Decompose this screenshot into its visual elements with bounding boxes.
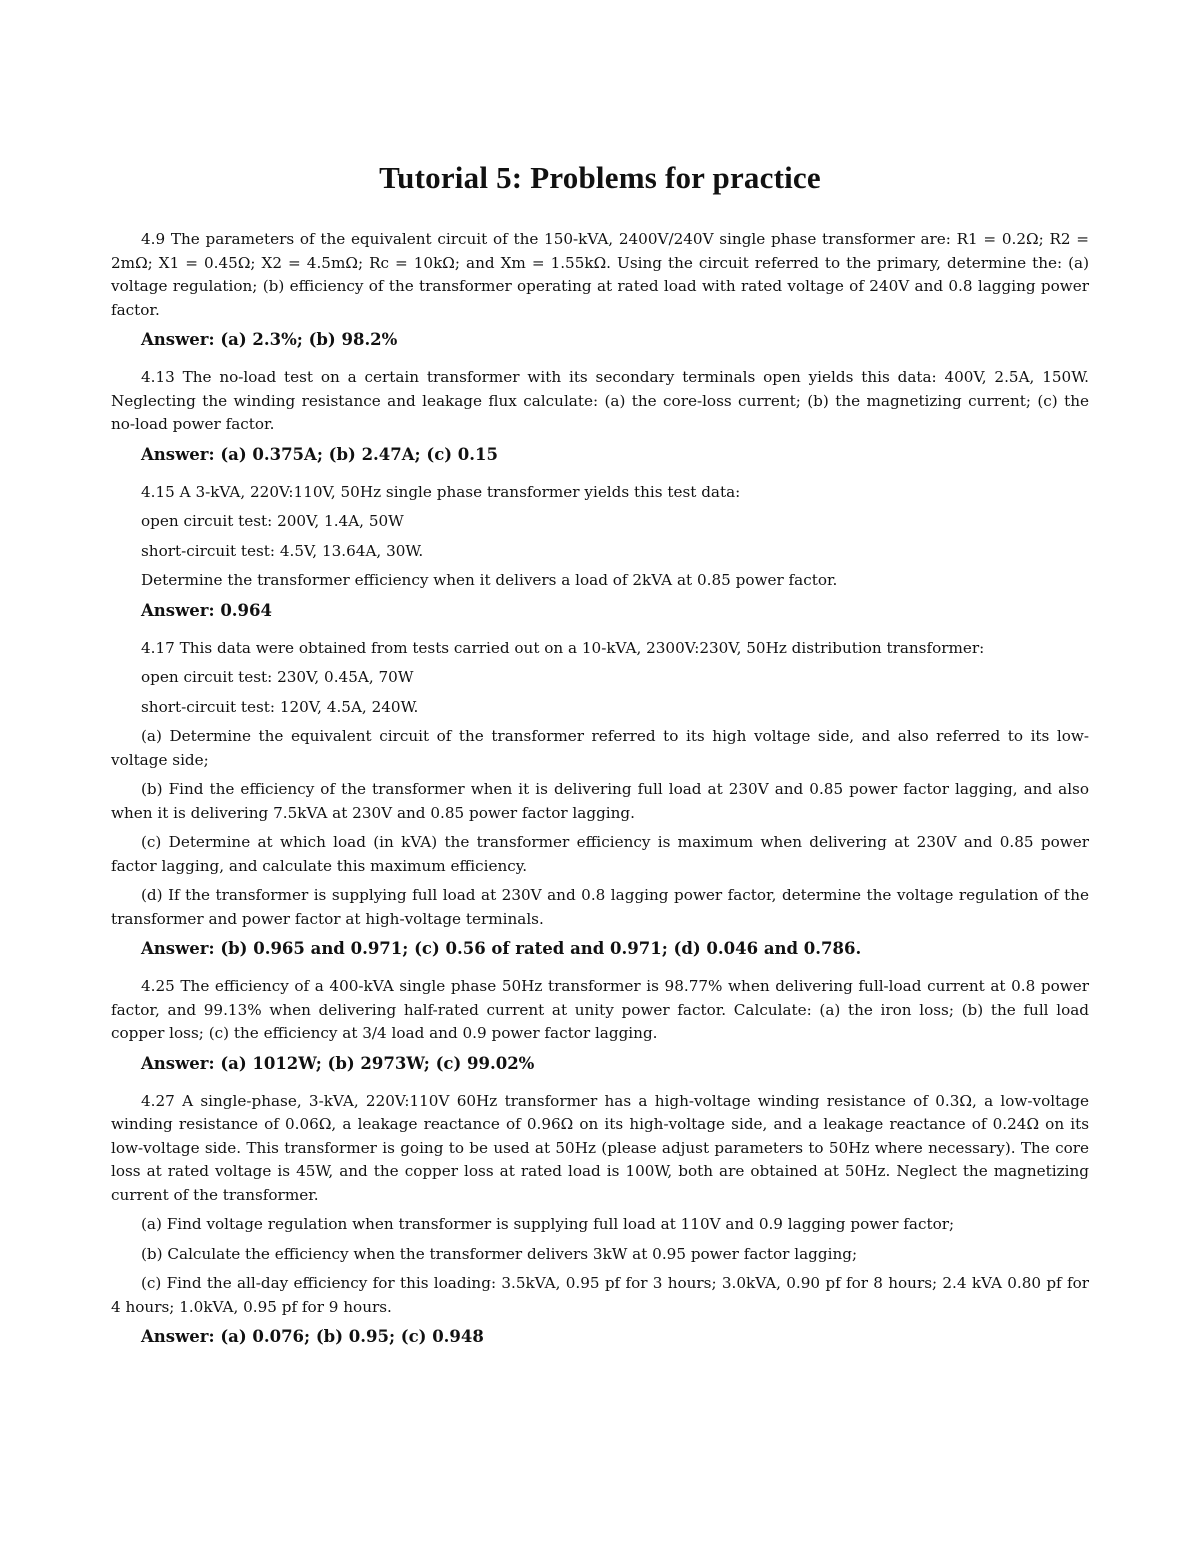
problem-4-15 [111,481,1089,623]
problem-4-17 [111,637,1089,962]
problem-part-d: (d) If the transformer is supplying full load at 230V and 0.8 lagging power factor, determine the voltage regulation of the transformer and power factor at high-voltage terminals. [111,886,1089,928]
question-line: Determine the transformer efficiency when it delivers a load of 2kVA at 0.85 power factor. [141,571,838,589]
problem-4-13 [111,366,1089,467]
answer: Answer: (b) 0.965 and 0.971; (c) 0.56 of rated and 0.971; (d) 0.046 and 0.786. [141,939,862,958]
answer: Answer: (a) 0.375A; (b) 2.47A; (c) 0.15 [141,444,498,464]
problem-4-27 [111,1090,1089,1350]
answer: Answer: (a) 2.3%; (b) 98.2% [141,330,398,349]
problem-part-b: (b) Calculate the efficiency when the transformer delivers 3kW at 0.95 power factor lagging; [141,1244,858,1263]
problem-text: 4.13 The no-load test on a certain transformer with its secondary terminals open yields this data: 400V, 2.5A, 150W. Neglecting the winding resistance and leakage flux calculate: (a) the core-loss current; (b) the magnetizing current; (c) the no-load power factor. [111,368,1089,433]
problem-text: 4.17 This data were obtained from tests carried out on a 10-kVA, 2300V:230V, 50Hz distribution transformer: [141,638,985,657]
problem-part-a: (a) Determine the equivalent circuit of the transformer referred to its high voltage side, and also referred to its low-voltage side; [111,727,1089,769]
problem-4-25 [111,975,1089,1076]
answer: Answer: 0.964 [141,600,272,620]
document-page [111,160,1089,1363]
problem-part-b: (b) Find the efficiency of the transformer when it is delivering full load at 230V and 0.85 power factor lagging, and also when it is delivering 7.5kVA at 230V and 0.85 power factor lagging. [111,780,1089,822]
problem-text: 4.15 A 3-kVA, 220V:110V, 50Hz single phase transformer yields this test data: [141,482,741,501]
page-title: Tutorial 5: Problems for practice [379,160,821,195]
problem-part-a: (a) Find voltage regulation when transformer is supplying full load at 110V and 0.9 lagging power factor; [141,1215,955,1233]
problem-part-c: (c) Find the all-day efficiency for this loading: 3.5kVA, 0.95 pf for 3 hours; 3.0kVA, 0.90 pf for 8 hours; 2.4 kVA 0.80 pf for 4 hours; 1.0kVA, 0.95 pf for 9 hours. [111,1274,1089,1316]
problem-text: 4.9 The parameters of the equivalent circuit of the 150-kVA, 2400V/240V single phase transformer are: R1 = 0.2Ω; R2 = 2mΩ; X1 = 0.45Ω; X2 = 4.5mΩ; Rc = 10kΩ; and Xm = 1.55kΩ. Using the circuit referred to the primary, determine the: (a) voltage regulation; (b) efficiency of the transformer operating at rated load with rated voltage of 240V and 0.8 lagging power factor. [111,230,1089,319]
answer: Answer: (a) 0.076; (b) 0.95; (c) 0.948 [141,1327,484,1346]
problem-4-9 [111,228,1089,352]
answer: Answer: (a) 1012W; (b) 2973W; (c) 99.02% [141,1053,535,1073]
problem-part-c: (c) Determine at which load (in kVA) the transformer efficiency is maximum when delivering at 230V and 0.85 power factor lagging, and calculate this maximum efficiency. [111,833,1089,875]
test-data-line: short-circuit test: 4.5V, 13.64A, 30W. [141,541,424,560]
test-data-line: open circuit test: 230V, 0.45A, 70W [141,668,414,686]
test-data-line: open circuit test: 200V, 1.4A, 50W [141,512,404,530]
test-data-line: short-circuit test: 120V, 4.5A, 240W. [141,697,419,716]
problem-text: 4.27 A single-phase, 3-kVA, 220V:110V 60Hz transformer has a high-voltage winding resistance of 0.3Ω, a low-voltage winding resistance of 0.06Ω, a leakage reactance of 0.96Ω on its high-voltage side, and a leakage reactance of 0.24Ω on its low-voltage side. This transformer is going to be used at 50Hz (please adjust parameters to 50Hz where necessary). The core loss at rated voltage is 45W, and the copper loss at rated load is 100W, both are obtained at 50Hz. Neglect the magnetizing current of the transformer. [111,1091,1089,1204]
problem-text: 4.25 The efficiency of a 400-kVA single phase 50Hz transformer is 98.77% when delivering full-load current at 0.8 power factor, and 99.13% when delivering half-rated current at unity power factor. Calculate: (a) the iron loss; (b) the full load copper loss; (c) the efficiency at 3/4 load and 0.9 power factor lagging. [111,977,1089,1042]
